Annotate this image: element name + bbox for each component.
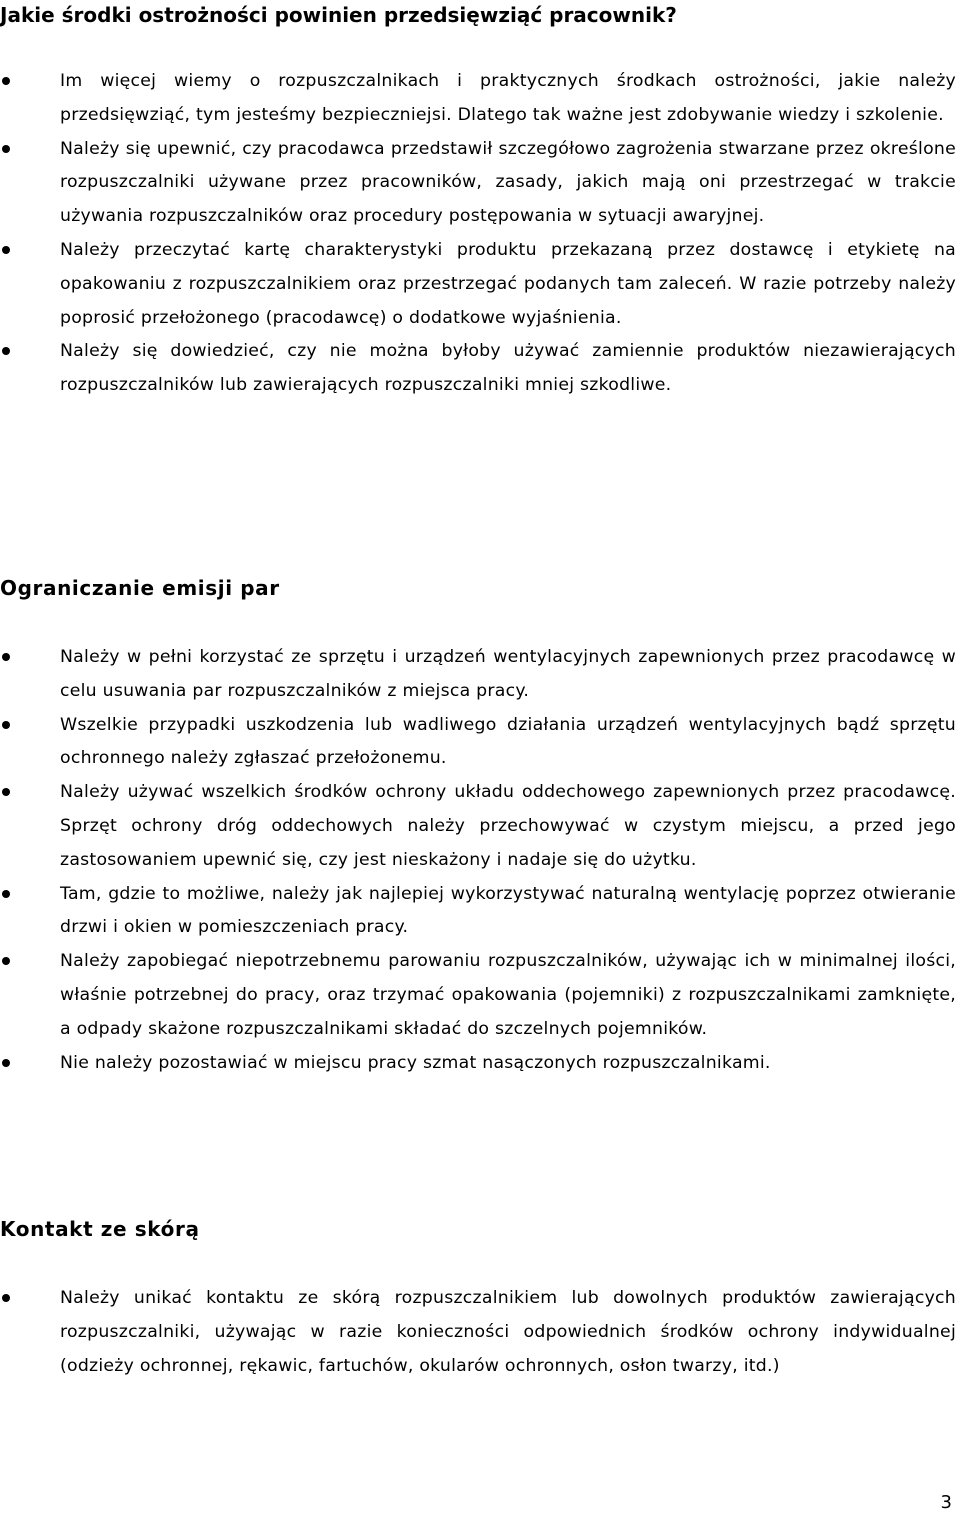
list-item <box>0 335 956 403</box>
list-item <box>0 709 956 777</box>
list-item <box>0 878 956 946</box>
bullet-icon <box>2 721 10 729</box>
bullet-icon <box>2 1294 10 1302</box>
list-item-text: Należy przeczytać kartę charakterystyki produktu przekazaną przez dostawcę i etykietę na opakowaniu z rozpuszczalnikiem oraz przestrzegać podanych tam zaleceń. W razie potrzeby należy poprosić przełożonego (pracodawcę) o dodatkowe wyjaśnienia. <box>60 239 956 328</box>
page-number: 3 <box>940 1492 952 1513</box>
bullet-icon <box>2 653 10 661</box>
list-item-text: Wszelkie przypadki uszkodzenia lub wadliwego działania urządzeń wentylacyjnych bądź sprzętu ochronnego należy zgłaszać przełożonemu. <box>60 714 956 769</box>
list-item <box>0 133 956 234</box>
bullet-icon <box>2 246 10 254</box>
list-item-text: Należy używać wszelkich środków ochrony układu oddechowego zapewnionych przez pracodawcę. Sprzęt ochrony dróg oddechowych należy przechowywać w czystym miejscu, a przed jego zastosowaniem upewnić się, czy jest nieskażony i nadaje się do użytku. <box>60 782 956 870</box>
list-item-text: Należy w pełni korzystać ze sprzętu i urządzeń wentylacyjnych zapewnionych przez pracodawcę w celu usuwania par rozpuszczalników z miejsca pracy. <box>60 647 956 701</box>
section-heading-precautions: Jakie środki ostrożności powinien przedsięwziąć pracownik? <box>0 3 677 27</box>
bullet-icon <box>2 890 10 898</box>
list-item-text: Należy zapobiegać niepotrzebnemu parowaniu rozpuszczalników, używając ich w minimalnej ilości, właśnie potrzebnej do pracy, oraz trzymać opakowania (pojemniki) z rozpuszczalnikami zamknięte, a odpady skażone rozpuszczalnikami składać do szczelnych pojemników. <box>60 951 956 1039</box>
bullet-icon <box>2 347 10 355</box>
list-item-text: Nie należy pozostawiać w miejscu pracy szmat nasączonych rozpuszczalnikami. <box>60 1052 771 1073</box>
list-item <box>0 945 956 1046</box>
list-item <box>0 1282 956 1383</box>
list-item-text: Należy się dowiedzieć, czy nie można byłoby używać zamiennie produktów niezawierających rozpuszczalników lub zawierających rozpuszczalniki mniej szkodliwe. <box>60 341 956 396</box>
section-heading-vapour-emission: Ograniczanie emisji par <box>0 576 280 600</box>
list-item-text: Im więcej wiemy o rozpuszczalnikach i praktycznych środkach ostrożności, jakie należy przedsięwziąć, tym jesteśmy bezpieczniejsi. Dlatego tak ważne jest zdobywanie wiedzy i szkolenie. <box>60 71 956 125</box>
bullet-icon <box>2 77 10 85</box>
bullet-icon <box>2 957 10 965</box>
list-item <box>0 65 956 133</box>
list-item-text: Tam, gdzie to możliwe, należy jak najlepiej wykorzystywać naturalną wentylację poprzez otwieranie drzwi i okien w pomieszczeniach pracy. <box>60 883 956 938</box>
bullet-icon <box>2 145 10 153</box>
list-item <box>0 641 956 709</box>
list-item <box>0 1047 956 1081</box>
list-item <box>0 776 956 877</box>
list-item <box>0 234 956 335</box>
bullet-icon <box>2 1059 10 1067</box>
precautions-list <box>0 65 956 403</box>
section-heading-skin-contact: Kontakt ze skórą <box>0 1217 200 1241</box>
vapour-emission-list <box>0 641 956 1080</box>
skin-contact-list <box>0 1282 956 1383</box>
bullet-icon <box>2 788 10 796</box>
list-item-text: Należy unikać kontaktu ze skórą rozpuszczalnikiem lub dowolnych produktów zawierających rozpuszczalniki, używając w razie konieczności odpowiednich środków ochrony indywidualnej (odzieży ochronnej, rękawic, fartuchów, okularów ochronnych, osłon twarzy, itd.) <box>60 1288 956 1376</box>
list-item-text: Należy się upewnić, czy pracodawca przedstawił szczegółowo zagrożenia stwarzane przez określone rozpuszczalniki używane przez pracowników, zasady, jakich mają oni przestrzegać w trakcie używania rozpuszczalników oraz procedury postępowania w sytuacji awaryjnej. <box>60 138 956 227</box>
